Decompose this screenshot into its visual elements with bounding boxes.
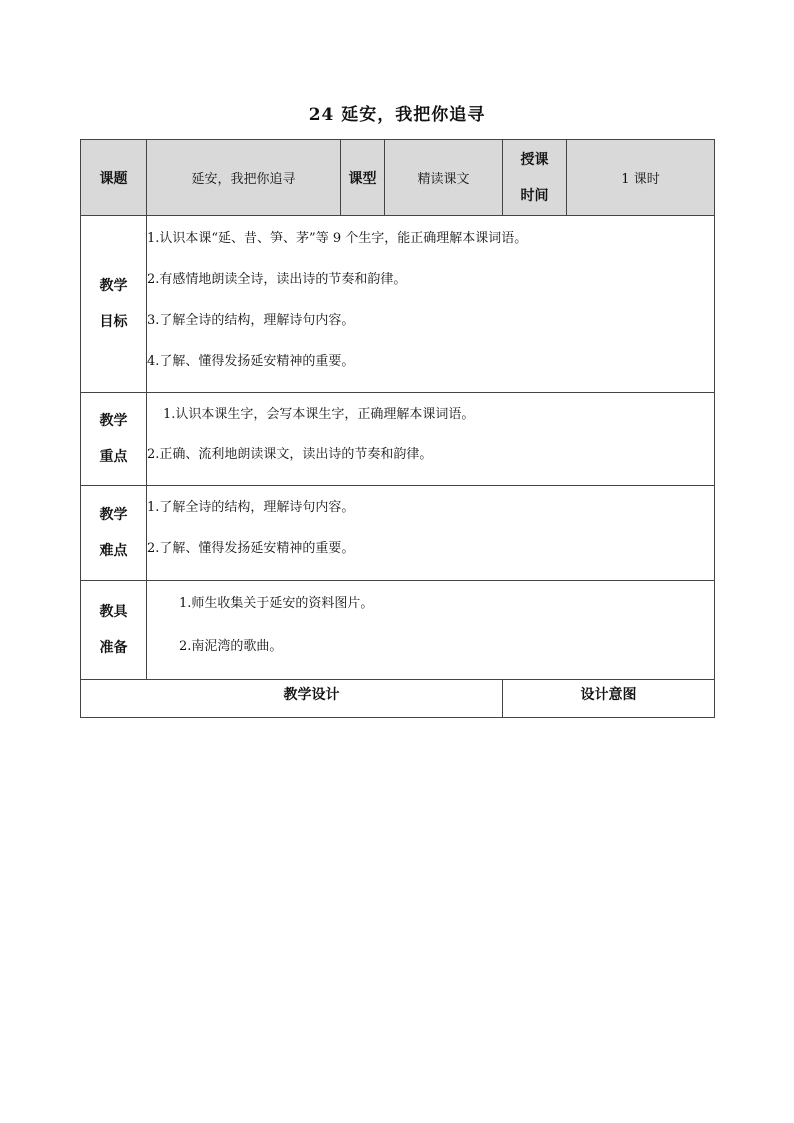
time-label-line-1: 授课: [520, 151, 549, 168]
materials-row: [81, 581, 715, 680]
key-point-item: 1.认识本课生字，会写本课生字，正确理解本课词语。: [163, 407, 475, 422]
goal-item: 1.认识本课“延、昔、笋、茅”等 9 个生字，能正确理解本课词语。: [147, 231, 528, 246]
key-points-label: [81, 393, 147, 486]
materials-label: [81, 581, 147, 680]
goals-label-line-1: 教学: [99, 278, 128, 294]
key-points-content: [147, 393, 715, 486]
teaching-design-header: 教学设计: [81, 680, 503, 718]
footer-row: [81, 680, 715, 718]
key-points-row: [81, 393, 715, 486]
difficulties-row: [81, 486, 715, 581]
material-item: 2.南泥湾的歌曲。: [179, 639, 283, 654]
difficulties-label-line-2: 难点: [99, 543, 128, 559]
topic-label: 课题: [81, 140, 147, 216]
material-item: 1.师生收集关于延安的资料图片。: [179, 596, 374, 611]
page-title: 24 延安，我把你追寻: [308, 105, 486, 125]
materials-content: [147, 581, 715, 680]
key-points-label-line-1: 教学: [99, 413, 128, 429]
goals-label-line-2: 目标: [99, 314, 128, 330]
time-label: [503, 140, 567, 216]
topic-value: 延安，我把你追寻: [147, 140, 341, 216]
key-points-label-line-2: 重点: [99, 449, 128, 465]
goal-item: 4.了解、懂得发扬延安精神的重要。: [147, 354, 355, 369]
goals-content: [147, 216, 715, 393]
difficulty-item: 1.了解全诗的结构，理解诗句内容。: [147, 500, 355, 515]
goals-label: [81, 216, 147, 393]
materials-label-line-2: 准备: [99, 640, 128, 656]
difficulties-label: [81, 486, 147, 581]
goal-item: 3.了解全诗的结构，理解诗句内容。: [147, 313, 355, 328]
goal-item: 2.有感情地朗读全诗，读出诗的节奏和韵律。: [147, 272, 407, 287]
time-value: 1 课时: [567, 140, 715, 216]
design-intent-header: 设计意图: [503, 680, 715, 718]
difficulties-content: [147, 486, 715, 581]
difficulties-label-line-1: 教学: [99, 507, 128, 523]
key-point-item: 2.正确、流利地朗读课文，读出诗的节奏和韵律。: [147, 447, 433, 462]
goals-row: [81, 216, 715, 393]
type-label: 课型: [341, 140, 385, 216]
time-label-line-2: 时间: [520, 187, 549, 204]
lesson-plan-table: [80, 139, 715, 718]
type-value: 精读课文: [385, 140, 503, 216]
materials-label-line-1: 教具: [99, 604, 128, 620]
header-row: [81, 140, 715, 216]
difficulty-item: 2.了解、懂得发扬延安精神的重要。: [147, 541, 355, 556]
